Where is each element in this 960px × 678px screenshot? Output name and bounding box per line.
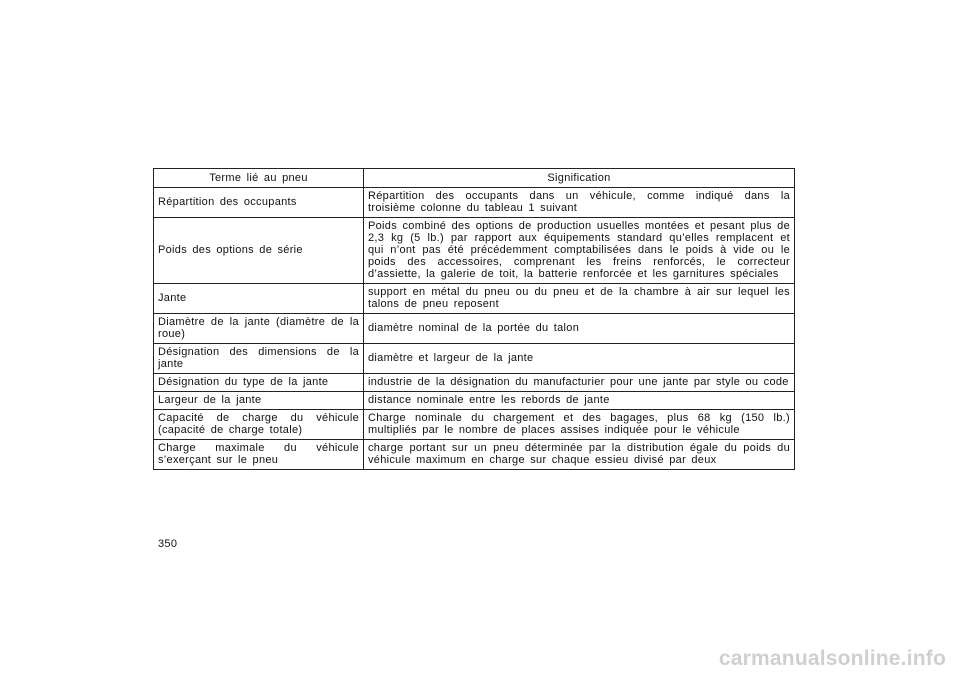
meaning-cell: distance nominale entre les rebords de jante [364, 392, 795, 410]
term-cell: Répartition des occupants [154, 188, 364, 218]
term-cell: Largeur de la jante [154, 392, 364, 410]
meaning-cell: industrie de la désignation du manufacturier pour une jante par style ou code [364, 374, 795, 392]
table-row [154, 374, 795, 392]
table-row [154, 440, 795, 470]
header-term: Terme lié au pneu [154, 169, 364, 188]
term-cell: Capacité de charge du véhicule (capacité de charge totale) [154, 410, 364, 440]
meaning-cell: support en métal du pneu ou du pneu et de la chambre à air sur lequel les talons de pneu reposent [364, 284, 795, 314]
term-cell: Diamètre de la jante (diamètre de la roue) [154, 314, 364, 344]
table-row [154, 188, 795, 218]
term-cell: Désignation du type de la jante [154, 374, 364, 392]
term-cell: Jante [154, 284, 364, 314]
watermark-logo: carmanualsonline.info [718, 647, 946, 670]
term-cell: Charge maximale du véhicule s’exerçant sur le pneu [154, 440, 364, 470]
page-number: 350 [158, 538, 178, 550]
meaning-cell: diamètre et largeur de la jante [364, 344, 795, 374]
header-meaning: Signification [364, 169, 795, 188]
table-header-row [154, 169, 795, 188]
table-row [154, 344, 795, 374]
term-cell: Poids des options de série [154, 218, 364, 284]
meaning-cell: Charge nominale du chargement et des bagages, plus 68 kg (150 lb.) multipliés par le nombre de places assises indiquée pour le véhicule [364, 410, 795, 440]
meaning-cell: charge portant sur un pneu déterminée par la distribution égale du poids du véhicule maximum en charge sur chaque essieu divisé par deux [364, 440, 795, 470]
meaning-cell: Poids combiné des options de production usuelles montées et pesant plus de 2,3 kg (5 lb.) par rapport aux équipements standard qu’elles remplacent et qui n’ont pas été précédemment comptabilisées dans le poids à vide ou le poids des accessoires, comprenant les freins renforcés, le correcteur d’assiette, la galerie de toit, la batterie renforcée et les garnitures spéciales [364, 218, 795, 284]
table-row [154, 218, 795, 284]
table-row [154, 392, 795, 410]
table-row [154, 410, 795, 440]
meaning-cell: Répartition des occupants dans un véhicule, comme indiqué dans la troisième colonne du tableau 1 suivant [364, 188, 795, 218]
term-cell: Désignation des dimensions de la jante [154, 344, 364, 374]
tire-terms-table [153, 168, 795, 470]
meaning-cell: diamètre nominal de la portée du talon [364, 314, 795, 344]
table-row [154, 314, 795, 344]
table-row [154, 284, 795, 314]
